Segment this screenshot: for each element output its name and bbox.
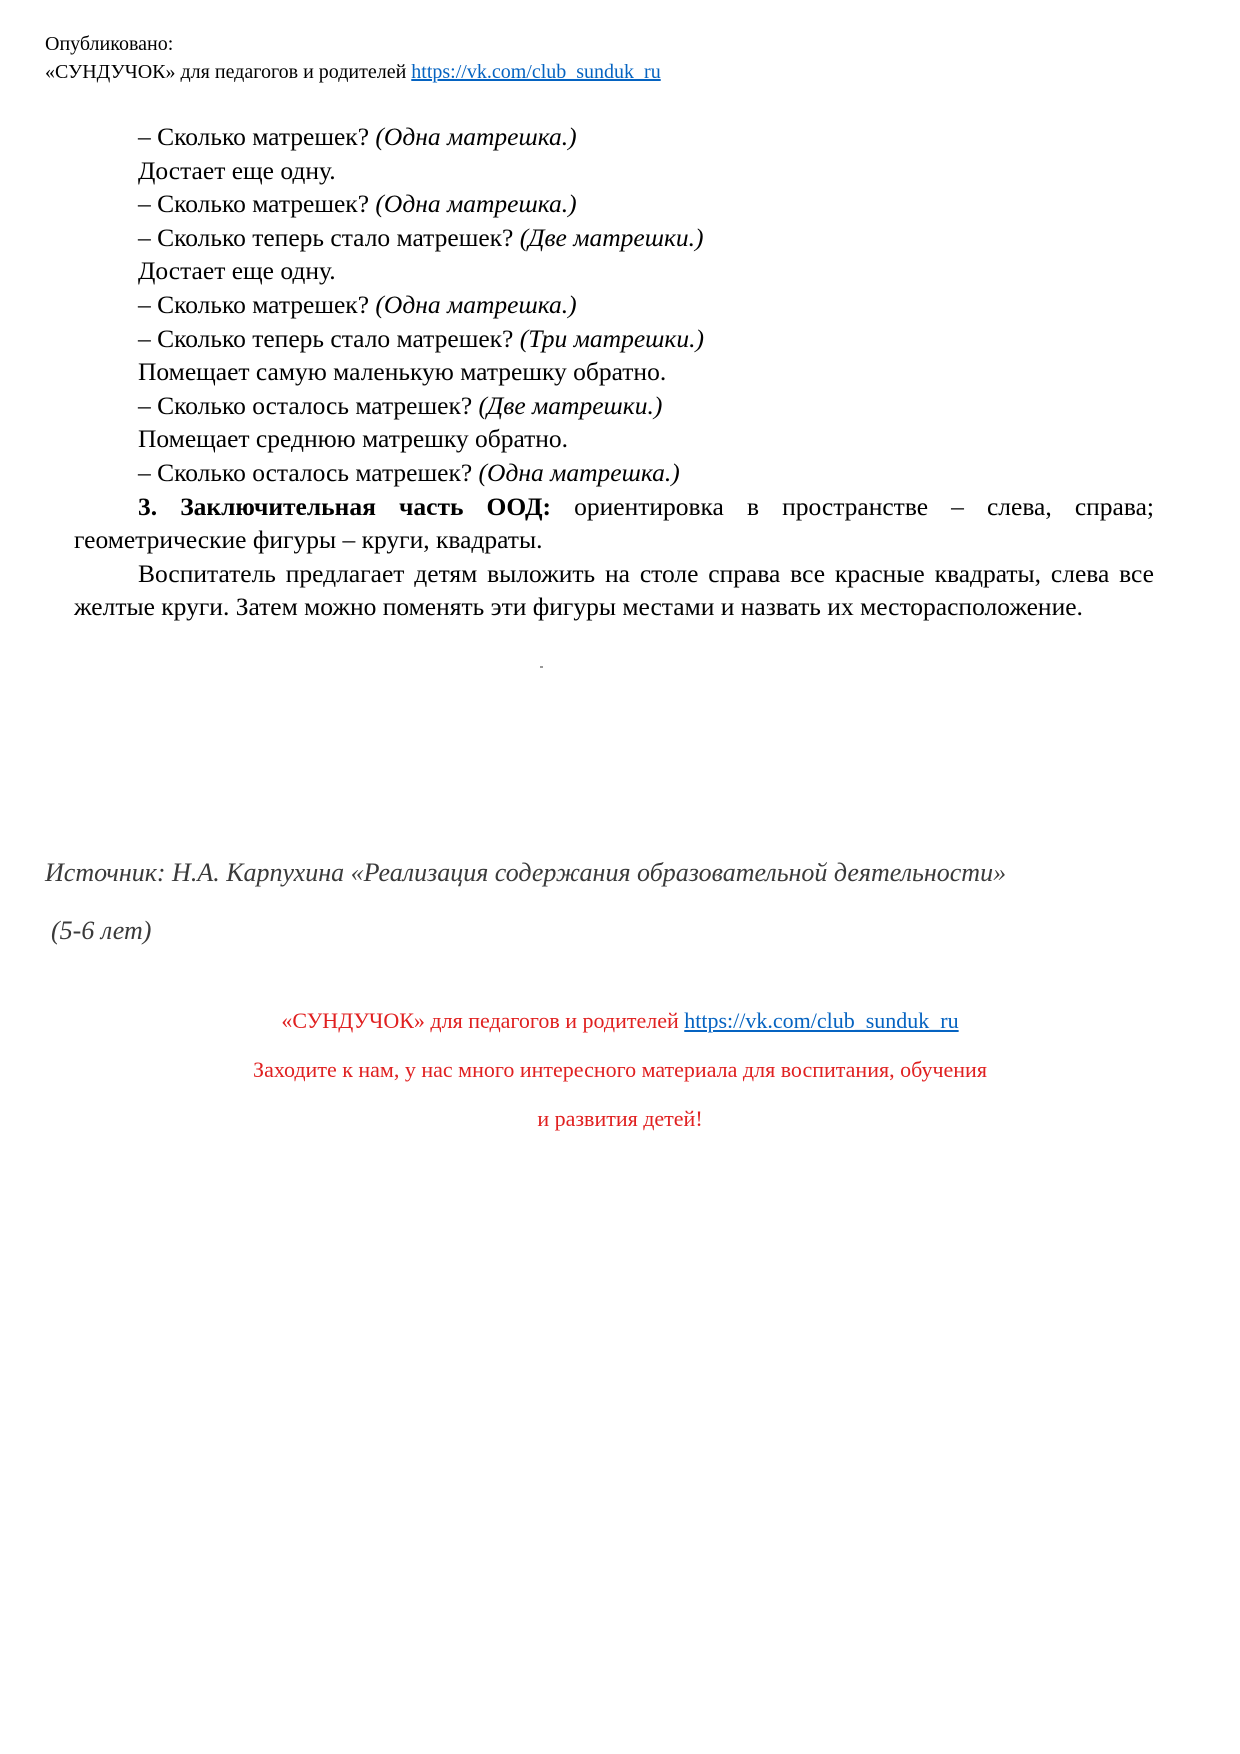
dialogue-line: – Сколько матрешек? (Одна матрешка.)	[138, 122, 577, 151]
final-part-text: ориентировка в пространстве – слева, справа; геометрические фигуры – круги, квадраты.	[74, 491, 1154, 555]
footer-invite-line-2: и развития детей!	[537, 1106, 703, 1131]
footer-brand: «СУНДУЧОК» для педагогов и родителей	[281, 1008, 679, 1033]
dialogue-line: – Сколько матрешек? (Одна матрешка.)	[138, 189, 577, 219]
dialogue-line: – Сколько матрешек? (Одна матрешка.)	[138, 289, 577, 319]
final-part-paragraph	[74, 490, 1154, 557]
dialogue-line: – Сколько осталось матрешек? (Одна матрешка.)	[138, 457, 680, 487]
dialogue-line: – Сколько теперь стало матрешек? (Две матрешки.)	[138, 222, 704, 252]
dialogue-line: – Сколько осталось матрешек? (Две матрешки.)	[138, 390, 663, 420]
publication-header	[45, 30, 661, 86]
published-label: Опубликовано:	[45, 33, 174, 55]
dialogue-line: Помещает самую маленькую матрешку обратно.	[138, 357, 667, 387]
header-brand-line	[45, 58, 661, 86]
dialogue-line: Достает еще одну.	[138, 256, 336, 286]
dialogue-line: Помещает среднюю матрешку обратно.	[138, 424, 569, 454]
dialogue-line: Достает еще одну.	[138, 155, 336, 185]
header-brand: «СУНДУЧОК» для педагогов и родителей	[45, 61, 407, 83]
footer-vk-link[interactable]: https://vk.com/club_sunduk_ru	[684, 1008, 959, 1033]
dialogue-line: – Сколько теперь стало матрешек? (Три матрешки.)	[138, 323, 704, 353]
lesson-text	[74, 120, 1154, 624]
header-vk-link[interactable]: https://vk.com/club_sunduk_ru	[411, 61, 661, 83]
source-citation: Источник: Н.А. Карпухина «Реализация содержания образовательной деятельности»	[45, 858, 1007, 887]
scan-artifact	[540, 666, 543, 668]
final-part-heading: 3. Заключительная часть ООД:	[138, 491, 551, 521]
footer-invite-line: Заходите к нам, у нас много интересного материала для воспитания, обучения	[253, 1057, 987, 1082]
closing-paragraph: Воспитатель предлагает детям выложить на столе справа все красные квадраты, слева все желтые круги. Затем можно поменять эти фигуры местами и назвать их месторасположение.	[74, 558, 1154, 622]
source-age-range: (5-6 лет)	[51, 916, 152, 945]
footer-brand-line	[0, 1008, 1240, 1034]
